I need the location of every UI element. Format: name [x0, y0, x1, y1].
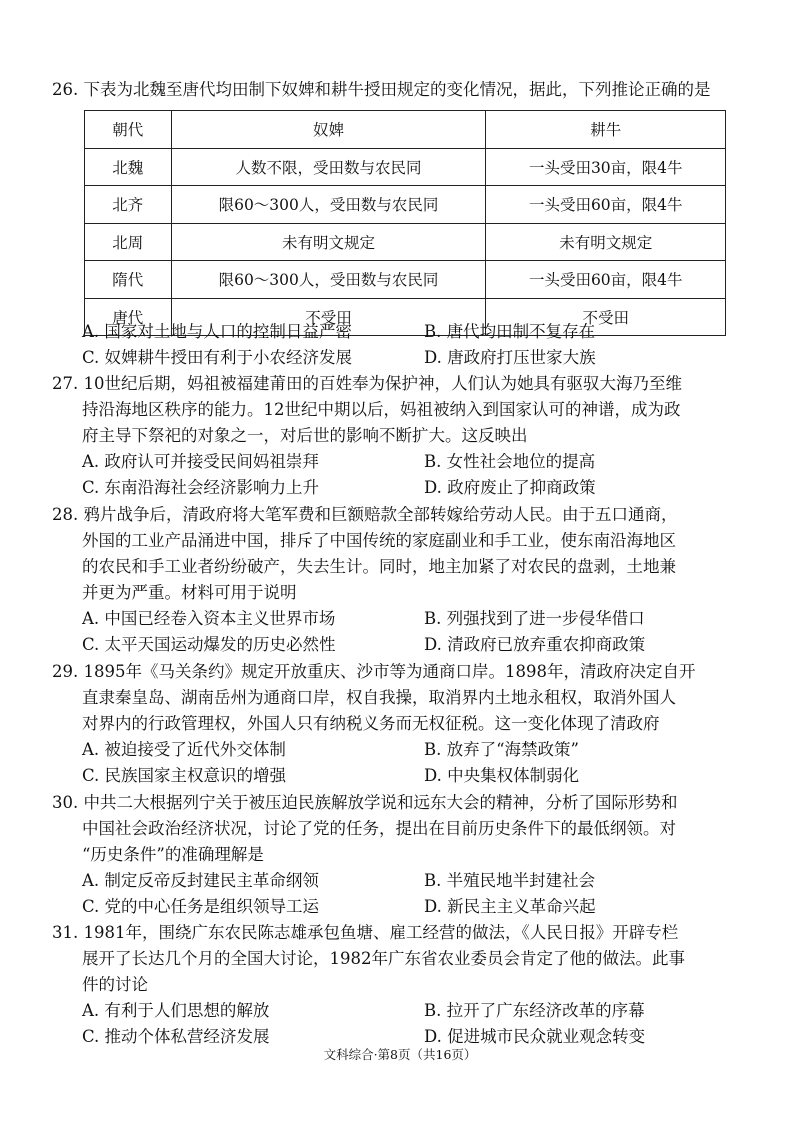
question-stem: 展开了长达几个月的全国大讨论，1982年广东省农业委员会肯定了他的做法。此事	[82, 949, 685, 968]
table-header-row	[85, 111, 726, 149]
question-stem: 外国的工业产品涌进中国，排斥了中国传统的家庭副业和手工业，使东南沿海地区	[82, 531, 676, 550]
table-cell: 唐代	[85, 298, 172, 336]
question-stem: 27. 10世纪后期，妈祖被福建莆田的百姓奉为保护神，人们认为她具有驱驭大海乃至维	[52, 374, 682, 393]
option-row	[52, 606, 732, 632]
table-cell: 一头受田60亩，限4牛	[486, 261, 726, 299]
option-row	[52, 319, 732, 345]
option-d[interactable]: D. 政府废止了抑商政策	[424, 478, 596, 497]
option-row	[52, 868, 732, 894]
table-row	[85, 186, 726, 224]
question-number: 27.	[52, 374, 79, 393]
question-28	[52, 502, 732, 658]
table-cell: 一头受田60亩，限4牛	[486, 186, 726, 224]
question-stem: 府主导下祭祀的对象之一，对后世的影响不断扩大。这反映出	[82, 426, 528, 445]
option-c[interactable]: C. 东南沿海社会经济影响力上升	[82, 478, 320, 497]
allotment-table	[84, 110, 726, 336]
table-cell: 不受田	[171, 298, 486, 336]
option-a[interactable]: A. 政府认可并接受民间妈祖崇拜	[82, 452, 319, 471]
question-number: 31.	[52, 923, 79, 942]
option-d[interactable]: D. 清政府已放弃重农抑商政策	[424, 635, 646, 654]
option-c[interactable]: C. 太平天国运动爆发的历史必然性	[82, 635, 336, 654]
option-row	[52, 632, 732, 658]
option-a[interactable]: A. 中国已经卷入资本主义世界市场	[82, 609, 336, 628]
option-b[interactable]: B. 半殖民地半封建社会	[424, 871, 596, 890]
question-stem: 的农民和手工业者纷纷破产，失去生计。同时，地主加紧了对农民的盘剥，土地兼	[82, 557, 676, 576]
option-a[interactable]: A. 国家对土地与人口的控制日益严密	[82, 322, 352, 341]
question-29	[52, 659, 732, 789]
option-d[interactable]: D. 中央集权体制弱化	[424, 766, 580, 785]
option-b[interactable]: B. 拉开了广东经济改革的序幕	[424, 1001, 645, 1020]
option-c[interactable]: C. 奴婢耕牛授田有利于小农经济发展	[82, 348, 353, 367]
question-stem: 30. 中共二大根据列宁关于被压迫民族解放学说和远东大会的精神，分析了国际形势和	[52, 793, 678, 812]
table-cell: 限60～300人，受田数与农民同	[171, 186, 486, 224]
table-header-cell: 耕牛	[486, 111, 726, 149]
option-d[interactable]: D. 唐政府打压世家大族	[424, 348, 596, 367]
question-31	[52, 920, 732, 1050]
question-stem: 26. 下表为北魏至唐代均田制下奴婢和耕牛授田规定的变化情况，据此，下列推论正确的是	[52, 80, 711, 99]
option-b[interactable]: B. 放弃了“海禁政策”	[424, 740, 579, 759]
question-number: 28.	[52, 505, 79, 524]
table-cell: 不受田	[486, 298, 726, 336]
option-row	[52, 449, 732, 475]
option-b[interactable]: B. 唐代均田制不复存在	[424, 322, 596, 341]
option-a[interactable]: A. 有利于人们思想的解放	[82, 1001, 270, 1020]
table-header-cell: 朝代	[85, 111, 172, 149]
option-row	[52, 763, 732, 789]
option-c[interactable]: C. 民族国家主权意识的增强	[82, 766, 287, 785]
table-row	[85, 148, 726, 186]
option-row	[52, 345, 732, 371]
table-cell: 隋代	[85, 261, 172, 299]
question-26-options	[52, 319, 732, 371]
option-d[interactable]: D. 新民主主义革命兴起	[424, 897, 596, 916]
table-row	[85, 223, 726, 261]
question-stem: 28. 鸦片战争后，清政府将大笔军费和巨额赔款全部转嫁给劳动人民。由于五口通商，	[52, 505, 678, 524]
question-stem: 31. 1981年，围绕广东农民陈志雄承包鱼塘、雇工经营的做法，《人民日报》开辟专栏	[52, 923, 679, 942]
table-cell: 北魏	[85, 148, 172, 186]
question-26	[52, 77, 732, 103]
table-cell: 人数不限，受田数与农民同	[171, 148, 486, 186]
option-d[interactable]: D. 促进城市民众就业观念转变	[424, 1027, 646, 1046]
question-stem: 持沿海地区秩序的能力。12世纪中期以后，妈祖被纳入到国家认可的神谱，成为政	[82, 400, 681, 419]
question-stem: 直隶秦皇岛、湖南岳州为通商口岸，权自我操，取消界内土地永租权，取消外国人	[82, 688, 676, 707]
table-header-cell: 奴婢	[171, 111, 486, 149]
option-row	[52, 998, 732, 1024]
option-b[interactable]: B. 列强找到了进一步侵华借口	[424, 609, 645, 628]
table-cell: 限60～300人，受田数与农民同	[171, 261, 486, 299]
question-stem: 对界内的行政管理权，外国人只有纳税义务而无权征税。这一变化体现了清政府	[82, 714, 660, 733]
table-cell: 未有明文规定	[171, 223, 486, 261]
question-stem: 并更为严重。材料可用于说明	[82, 583, 297, 602]
option-a[interactable]: A. 制定反帝反封建民主革命纲领	[82, 871, 319, 890]
option-row	[52, 894, 732, 920]
question-27	[52, 371, 732, 501]
option-c[interactable]: C. 推动个体私营经济发展	[82, 1027, 270, 1046]
table-cell: 未有明文规定	[486, 223, 726, 261]
option-c[interactable]: C. 党的中心任务是组织领导工运	[82, 897, 320, 916]
table-row	[85, 261, 726, 299]
table-cell: 北周	[85, 223, 172, 261]
option-row	[52, 737, 732, 763]
option-row	[52, 475, 732, 501]
table-cell: 北齐	[85, 186, 172, 224]
page-footer: 文科综合·第8页（共16页）	[323, 1047, 477, 1062]
question-number: 29.	[52, 662, 79, 681]
question-number: 26.	[52, 80, 79, 99]
question-number: 30.	[52, 793, 79, 812]
question-stem: 件的讨论	[82, 975, 148, 994]
question-stem: 29. 1895年《马关条约》规定开放重庆、沙市等为通商口岸。1898年，清政府决定自开	[52, 662, 696, 681]
option-a[interactable]: A. 被迫接受了近代外交体制	[82, 740, 286, 759]
question-stem: “历史条件”的准确理解是	[82, 845, 264, 864]
question-30	[52, 790, 732, 920]
option-b[interactable]: B. 女性社会地位的提高	[424, 452, 596, 471]
question-stem: 中国社会政治经济状况，讨论了党的任务，提出在目前历史条件下的最低纲领。对	[82, 819, 676, 838]
table-cell: 一头受田30亩，限4牛	[486, 148, 726, 186]
